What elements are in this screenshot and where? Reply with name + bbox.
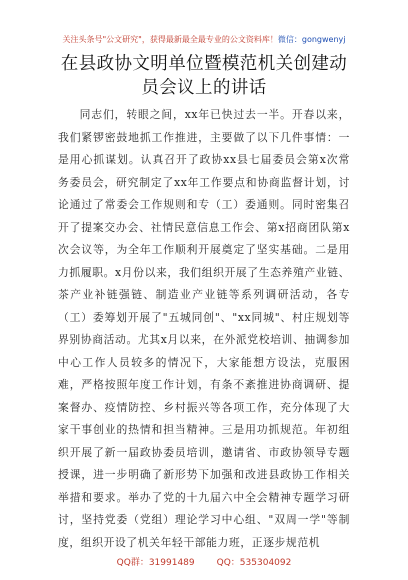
qq-text: QQ：535304092 bbox=[216, 558, 292, 568]
document-body bbox=[58, 104, 350, 554]
contact-footer bbox=[0, 555, 408, 568]
promo-text: 关注头条号"公文研究"，获得最新最全最专业的公文资料库！ bbox=[62, 35, 278, 44]
body-paragraph: 同志们，转眼之间，xx年已快过去一半。开春以来，我们紧锣密鼓地抓工作推进，主要做了以下几件事情：一是用心抓谋划。认真召开了政协xx县七届委员会第x次常务委员会，研究制定了xx年工作要点和协商监督计划，讨论通过了常委会工作规则和专（工）委通则。同时密集召开了提案交办会、社情民意信息工作会、第x招商团队第x次会议等，为全年工作顺利开展奠定了坚实基础。二是用力抓履职。x月份以来，我们组织开展了生态养殖产业链、茶产业补链强链、制造业产业链等系列调研活动，各专（工）委筹划开展了"五城同创"、"xx同城"、村庄规划等界别协商活动。尤其x月以来，在外派党校培训、抽调参加中心工作人员较多的情况下，大家能想方设法，克服困难，严格按照年度工作计划，有条不紊推进协商调研、提案督办、疫情防控、乡村振兴等各项工作，充分体现了大家干事创业的热情和担当精神。三是用功抓规范。年初组织开展了新一届政协委员培训，邀请省、市政协领导专题授课，进一步明确了新形势下加强和改进县政协工作相关举措和要求。举办了党的十九届六中全会精神专题学习研讨，坚持党委（党组）理论学习中心组、"双周一学"等制度，组织开设了机关年轻干部能力班，正逐步规范机 bbox=[58, 108, 350, 549]
qq-group-text: QQ群：31991489 bbox=[116, 558, 195, 568]
wechat-id: gongwenyj bbox=[301, 35, 346, 44]
promo-header bbox=[0, 34, 408, 45]
document-title: 在县政协文明单位暨模范机关创建动员会议上的讲话 bbox=[60, 54, 348, 98]
wechat-label: 微信： bbox=[277, 35, 302, 44]
